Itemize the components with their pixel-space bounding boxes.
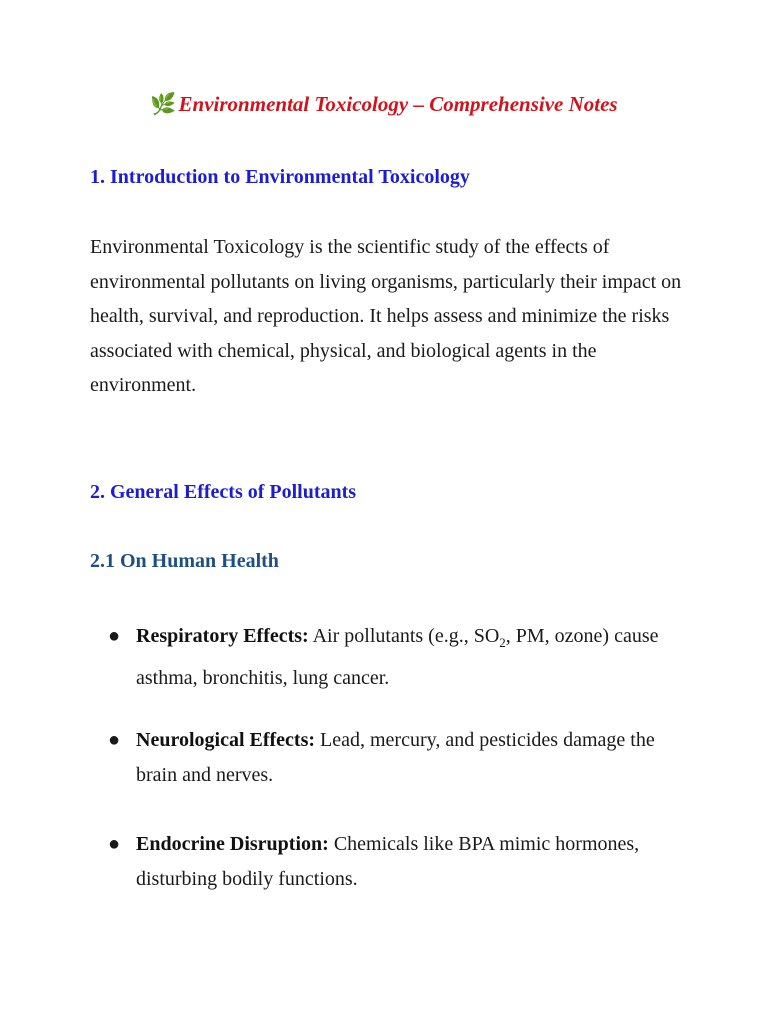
leaf-icon: 🌿 [150,92,177,116]
list-item-text [136,827,688,896]
bullet-icon: ● [108,625,121,647]
list-item-text [136,723,688,792]
section-2-heading: 2. General Effects of Pollutants [90,481,357,503]
subscript: 2 [499,635,506,650]
list-item-desc-part1: Air pollutants (e.g., SO [308,625,500,647]
list-item-desc: Chemicals like BPA mimic hormones, disturbing bodily functions. [136,833,640,890]
list-item [108,827,688,896]
bullet-icon: ● [108,833,121,855]
section-1-heading: 1. Introduction to Environmental Toxicology [90,166,470,188]
list-item [108,723,688,792]
list-item-term: Endocrine Disruption: [136,833,329,855]
subsection-2-1-heading: 2.1 On Human Health [90,550,279,572]
section-1-paragraph: Environmental Toxicology is the scientific study of the effects of environmental pollutants on living organisms, particularly their impact on health, survival, and reproduction. It helps assess and minimize the risks associated with chemical, physical, and biological agents in the environment. [90,236,682,396]
bullet-icon: ● [108,729,121,751]
list-item-text [136,619,688,695]
list-item-desc-part2: , PM, ozone) cause asthma, bronchitis, lung cancer. [136,625,659,689]
list-item-term: Respiratory Effects: [136,625,309,647]
list-item-term: Neurological Effects: [136,729,316,751]
document-title-text: Environmental Toxicology – Comprehensive Notes [178,92,618,116]
document-title [0,92,768,117]
list-item [108,619,688,695]
list-item-desc: Lead, mercury, and pesticides damage the brain and nerves. [136,729,655,786]
